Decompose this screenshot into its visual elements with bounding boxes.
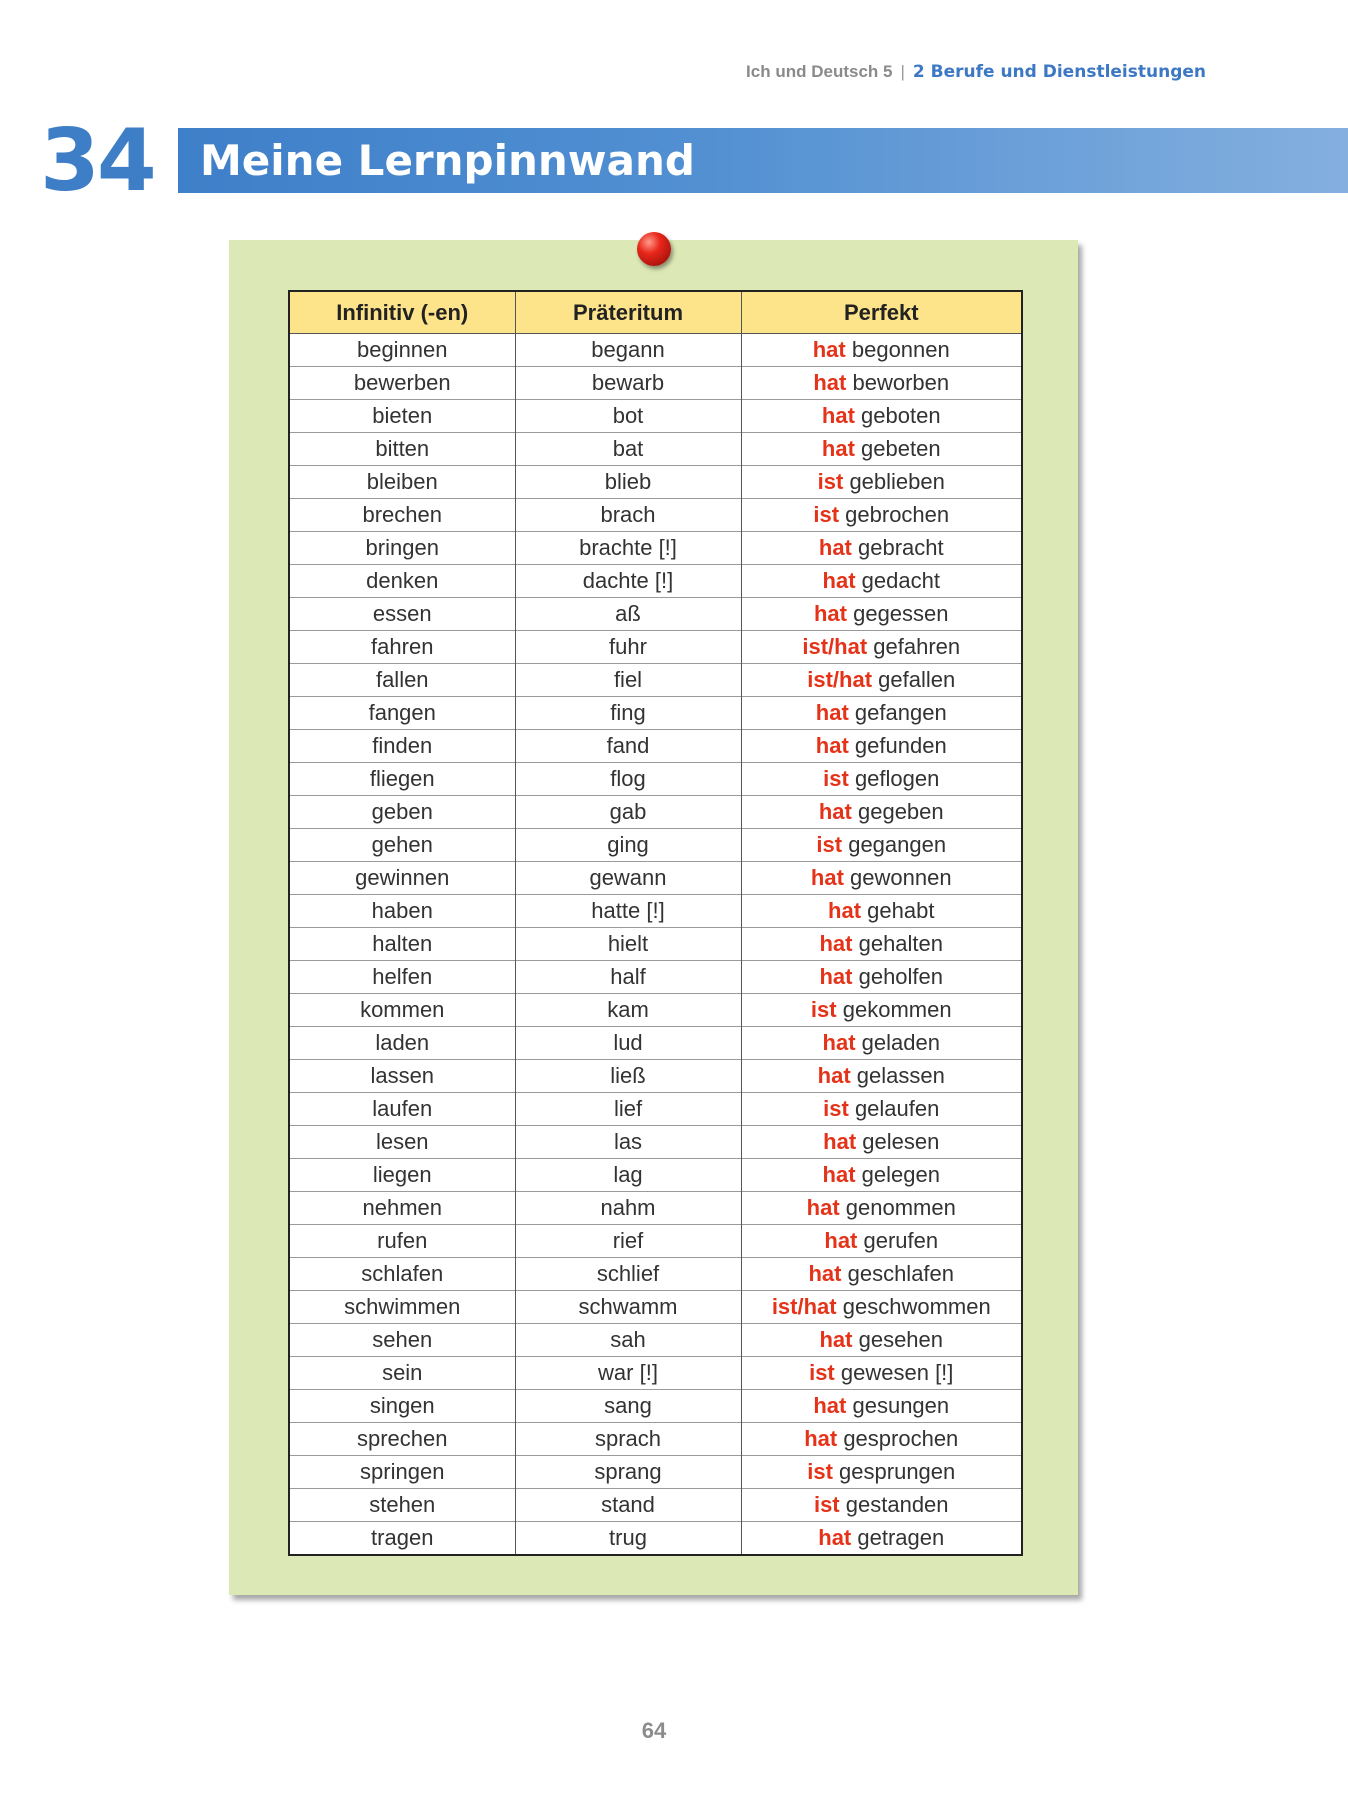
auxiliary-verb: hat (823, 1129, 857, 1154)
perfekt-cell (741, 367, 1022, 400)
chapter-title: 2 Berufe und Dienstleistungen (912, 62, 1206, 82)
perfekt-cell (741, 1126, 1022, 1159)
auxiliary-verb: hat (813, 1393, 847, 1418)
praeteritum-cell: ließ (515, 1060, 741, 1093)
auxiliary-verb: hat (821, 436, 855, 461)
perfekt-cell (741, 697, 1022, 730)
praeteritum-cell: bot (515, 400, 741, 433)
table-row (289, 730, 1022, 763)
table-row (289, 1522, 1022, 1556)
auxiliary-verb: ist/hat (802, 634, 868, 659)
table-row (289, 829, 1022, 862)
participle: gewonnen (850, 865, 952, 890)
infinitiv-cell: tragen (289, 1522, 515, 1556)
participle: gehalten (858, 931, 944, 956)
table-row (289, 1093, 1022, 1126)
perfekt-cell (741, 862, 1022, 895)
table-row (289, 862, 1022, 895)
verb-table-body (289, 334, 1022, 1556)
auxiliary-verb: ist (817, 469, 844, 494)
participle: geholfen (858, 964, 944, 989)
infinitiv-cell: sprechen (289, 1423, 515, 1456)
praeteritum-cell: sprach (515, 1423, 741, 1456)
praeteritum-cell: brachte [!] (515, 532, 741, 565)
column-header-praeteritum: Präteritum (515, 291, 741, 334)
infinitiv-cell: rufen (289, 1225, 515, 1258)
infinitiv-cell: bleiben (289, 466, 515, 499)
auxiliary-verb: hat (810, 865, 844, 890)
perfekt-cell (741, 532, 1022, 565)
auxiliary-verb: hat (813, 370, 847, 395)
infinitiv-cell: sehen (289, 1324, 515, 1357)
auxiliary-verb: hat (818, 1525, 852, 1550)
praeteritum-cell: bewarb (515, 367, 741, 400)
infinitiv-cell: denken (289, 565, 515, 598)
table-row (289, 1225, 1022, 1258)
perfekt-cell (741, 1291, 1022, 1324)
praeteritum-cell: hielt (515, 928, 741, 961)
praeteritum-cell: sprang (515, 1456, 741, 1489)
auxiliary-verb: hat (819, 964, 853, 989)
table-row (289, 1390, 1022, 1423)
book-title: Ich und Deutsch 5 (746, 62, 893, 81)
infinitiv-cell: fallen (289, 664, 515, 697)
pushpin-icon (637, 232, 671, 266)
table-row (289, 433, 1022, 466)
infinitiv-cell: helfen (289, 961, 515, 994)
table-row (289, 763, 1022, 796)
infinitiv-cell: gehen (289, 829, 515, 862)
participle: gehabt (867, 898, 935, 923)
participle: gegeben (857, 799, 944, 824)
praeteritum-cell: stand (515, 1489, 741, 1522)
perfekt-cell (741, 1027, 1022, 1060)
auxiliary-verb: ist (813, 502, 840, 527)
perfekt-cell (741, 400, 1022, 433)
perfekt-cell (741, 1423, 1022, 1456)
praeteritum-cell: schlief (515, 1258, 741, 1291)
participle: geboten (861, 403, 941, 428)
auxiliary-verb: hat (822, 568, 856, 593)
auxiliary-verb: ist (816, 832, 843, 857)
page-title: Meine Lernpinnwand (200, 136, 695, 185)
praeteritum-cell: hatte [!] (515, 895, 741, 928)
participle: gegangen (848, 832, 947, 857)
perfekt-cell (741, 994, 1022, 1027)
perfekt-cell (741, 1060, 1022, 1093)
auxiliary-verb: hat (804, 1426, 838, 1451)
infinitiv-cell: halten (289, 928, 515, 961)
participle: gesprochen (843, 1426, 959, 1451)
praeteritum-cell: lud (515, 1027, 741, 1060)
table-row (289, 1291, 1022, 1324)
praeteritum-cell: fing (515, 697, 741, 730)
auxiliary-verb: hat (806, 1195, 840, 1220)
perfekt-cell (741, 565, 1022, 598)
auxiliary-verb: ist/hat (771, 1294, 837, 1319)
praeteritum-cell: ging (515, 829, 741, 862)
auxiliary-verb: hat (819, 931, 853, 956)
praeteritum-cell: fand (515, 730, 741, 763)
table-row (289, 928, 1022, 961)
column-header-perfekt: Perfekt (741, 291, 1022, 334)
praeteritum-cell: half (515, 961, 741, 994)
table-row (289, 1192, 1022, 1225)
auxiliary-verb: hat (817, 1063, 851, 1088)
perfekt-cell (741, 631, 1022, 664)
column-header-infinitiv: Infinitiv (-en) (289, 291, 515, 334)
participle: gelassen (856, 1063, 945, 1088)
praeteritum-cell: nahm (515, 1192, 741, 1225)
perfekt-cell (741, 334, 1022, 367)
auxiliary-verb: hat (828, 898, 862, 923)
auxiliary-verb: ist (823, 1096, 849, 1121)
praeteritum-cell: flog (515, 763, 741, 796)
auxiliary-verb: hat (813, 601, 847, 626)
table-row (289, 1324, 1022, 1357)
perfekt-cell (741, 1225, 1022, 1258)
perfekt-cell (741, 433, 1022, 466)
perfekt-cell (741, 1159, 1022, 1192)
auxiliary-verb: ist (823, 766, 849, 791)
table-row (289, 565, 1022, 598)
infinitiv-cell: bringen (289, 532, 515, 565)
participle: geschwommen (842, 1294, 991, 1319)
praeteritum-cell: aß (515, 598, 741, 631)
participle: gesehen (858, 1327, 944, 1352)
table-row (289, 598, 1022, 631)
table-row (289, 400, 1022, 433)
perfekt-cell (741, 1456, 1022, 1489)
infinitiv-cell: springen (289, 1456, 515, 1489)
praeteritum-cell: lief (515, 1093, 741, 1126)
praeteritum-cell: trug (515, 1522, 741, 1556)
perfekt-cell (741, 1192, 1022, 1225)
participle: genommen (845, 1195, 956, 1220)
table-row (289, 1456, 1022, 1489)
participle: gefunden (854, 733, 947, 758)
participle: gewesen [!] (840, 1360, 954, 1385)
praeteritum-cell: brach (515, 499, 741, 532)
participle: gekommen (842, 997, 952, 1022)
table-row (289, 499, 1022, 532)
table-row (289, 1357, 1022, 1390)
perfekt-cell (741, 730, 1022, 763)
title-bar (178, 128, 1348, 193)
table-row (289, 1126, 1022, 1159)
infinitiv-cell: schlafen (289, 1258, 515, 1291)
praeteritum-cell: bat (515, 433, 741, 466)
auxiliary-verb: hat (821, 403, 855, 428)
participle: geladen (861, 1030, 940, 1055)
participle: geschlafen (847, 1261, 955, 1286)
table-row (289, 1489, 1022, 1522)
participle: gedacht (861, 568, 940, 593)
table-row (289, 994, 1022, 1027)
praeteritum-cell: fiel (515, 664, 741, 697)
praeteritum-cell: sang (515, 1390, 741, 1423)
infinitiv-cell: schwimmen (289, 1291, 515, 1324)
auxiliary-verb: hat (819, 1327, 853, 1352)
table-row (289, 1423, 1022, 1456)
auxiliary-verb: hat (808, 1261, 842, 1286)
infinitiv-cell: stehen (289, 1489, 515, 1522)
verb-table (288, 290, 1023, 1556)
infinitiv-cell: gewinnen (289, 862, 515, 895)
perfekt-cell (741, 1522, 1022, 1556)
auxiliary-verb: hat (822, 1162, 856, 1187)
perfekt-cell (741, 1093, 1022, 1126)
auxiliary-verb: ist (810, 997, 837, 1022)
infinitiv-cell: beginnen (289, 334, 515, 367)
running-header (746, 62, 1206, 82)
perfekt-cell (741, 1489, 1022, 1522)
infinitiv-cell: brechen (289, 499, 515, 532)
infinitiv-cell: singen (289, 1390, 515, 1423)
praeteritum-cell: begann (515, 334, 741, 367)
infinitiv-cell: liegen (289, 1159, 515, 1192)
perfekt-cell (741, 598, 1022, 631)
header-separator: | (900, 62, 905, 81)
infinitiv-cell: lassen (289, 1060, 515, 1093)
page-number: 64 (641, 1718, 667, 1743)
infinitiv-cell: bieten (289, 400, 515, 433)
infinitiv-cell: sein (289, 1357, 515, 1390)
table-row (289, 1027, 1022, 1060)
participle: gelesen (862, 1129, 940, 1154)
perfekt-cell (741, 499, 1022, 532)
perfekt-cell (741, 1258, 1022, 1291)
infinitiv-cell: geben (289, 796, 515, 829)
perfekt-cell (741, 961, 1022, 994)
infinitiv-cell: bitten (289, 433, 515, 466)
praeteritum-cell: kam (515, 994, 741, 1027)
perfekt-cell (741, 1390, 1022, 1423)
participle: begonnen (851, 337, 950, 362)
participle: gefallen (878, 667, 956, 692)
lesson-number: 34 (40, 111, 154, 211)
perfekt-cell (741, 1324, 1022, 1357)
perfekt-cell (741, 895, 1022, 928)
auxiliary-verb: hat (815, 700, 849, 725)
table-row (289, 961, 1022, 994)
table-row (289, 697, 1022, 730)
infinitiv-cell: finden (289, 730, 515, 763)
table-row (289, 631, 1022, 664)
infinitiv-cell: laden (289, 1027, 515, 1060)
praeteritum-cell: war [!] (515, 1357, 741, 1390)
auxiliary-verb: hat (824, 1228, 858, 1253)
table-row (289, 895, 1022, 928)
praeteritum-cell: gewann (515, 862, 741, 895)
participle: geblieben (849, 469, 945, 494)
infinitiv-cell: fahren (289, 631, 515, 664)
perfekt-cell (741, 763, 1022, 796)
participle: gesungen (852, 1393, 950, 1418)
participle: beworben (852, 370, 950, 395)
perfekt-cell (741, 1357, 1022, 1390)
auxiliary-verb: ist (807, 1459, 833, 1484)
perfekt-cell (741, 796, 1022, 829)
infinitiv-cell: fangen (289, 697, 515, 730)
auxiliary-verb: ist (813, 1492, 840, 1517)
auxiliary-verb: hat (815, 733, 849, 758)
infinitiv-cell: essen (289, 598, 515, 631)
praeteritum-cell: sah (515, 1324, 741, 1357)
participle: gebracht (858, 535, 944, 560)
infinitiv-cell: lesen (289, 1126, 515, 1159)
praeteritum-cell: las (515, 1126, 741, 1159)
participle: gestanden (845, 1492, 949, 1517)
table-row (289, 532, 1022, 565)
auxiliary-verb: ist (809, 1360, 835, 1385)
table-row (289, 1159, 1022, 1192)
participle: gesprungen (839, 1459, 956, 1484)
participle: gebeten (861, 436, 941, 461)
participle: gefangen (854, 700, 947, 725)
participle: getragen (857, 1525, 945, 1550)
table-row (289, 796, 1022, 829)
participle: geflogen (854, 766, 940, 791)
perfekt-cell (741, 664, 1022, 697)
participle: gelegen (861, 1162, 940, 1187)
praeteritum-cell: schwamm (515, 1291, 741, 1324)
infinitiv-cell: haben (289, 895, 515, 928)
table-header-row (289, 291, 1022, 334)
praeteritum-cell: blieb (515, 466, 741, 499)
table-row (289, 367, 1022, 400)
auxiliary-verb: hat (812, 337, 846, 362)
table-row (289, 1258, 1022, 1291)
participle: gefahren (873, 634, 961, 659)
praeteritum-cell: gab (515, 796, 741, 829)
table-row (289, 334, 1022, 367)
praeteritum-cell: fuhr (515, 631, 741, 664)
praeteritum-cell: dachte [!] (515, 565, 741, 598)
auxiliary-verb: ist/hat (807, 667, 873, 692)
auxiliary-verb: hat (822, 1030, 856, 1055)
participle: gegessen (853, 601, 949, 626)
auxiliary-verb: hat (818, 535, 852, 560)
infinitiv-cell: fliegen (289, 763, 515, 796)
perfekt-cell (741, 928, 1022, 961)
praeteritum-cell: rief (515, 1225, 741, 1258)
auxiliary-verb: hat (818, 799, 852, 824)
perfekt-cell (741, 466, 1022, 499)
infinitiv-cell: bewerben (289, 367, 515, 400)
participle: gelaufen (854, 1096, 940, 1121)
table-row (289, 664, 1022, 697)
table-row (289, 466, 1022, 499)
table-row (289, 1060, 1022, 1093)
infinitiv-cell: laufen (289, 1093, 515, 1126)
participle: gebrochen (845, 502, 950, 527)
perfekt-cell (741, 829, 1022, 862)
participle: gerufen (863, 1228, 939, 1253)
praeteritum-cell: lag (515, 1159, 741, 1192)
infinitiv-cell: kommen (289, 994, 515, 1027)
infinitiv-cell: nehmen (289, 1192, 515, 1225)
